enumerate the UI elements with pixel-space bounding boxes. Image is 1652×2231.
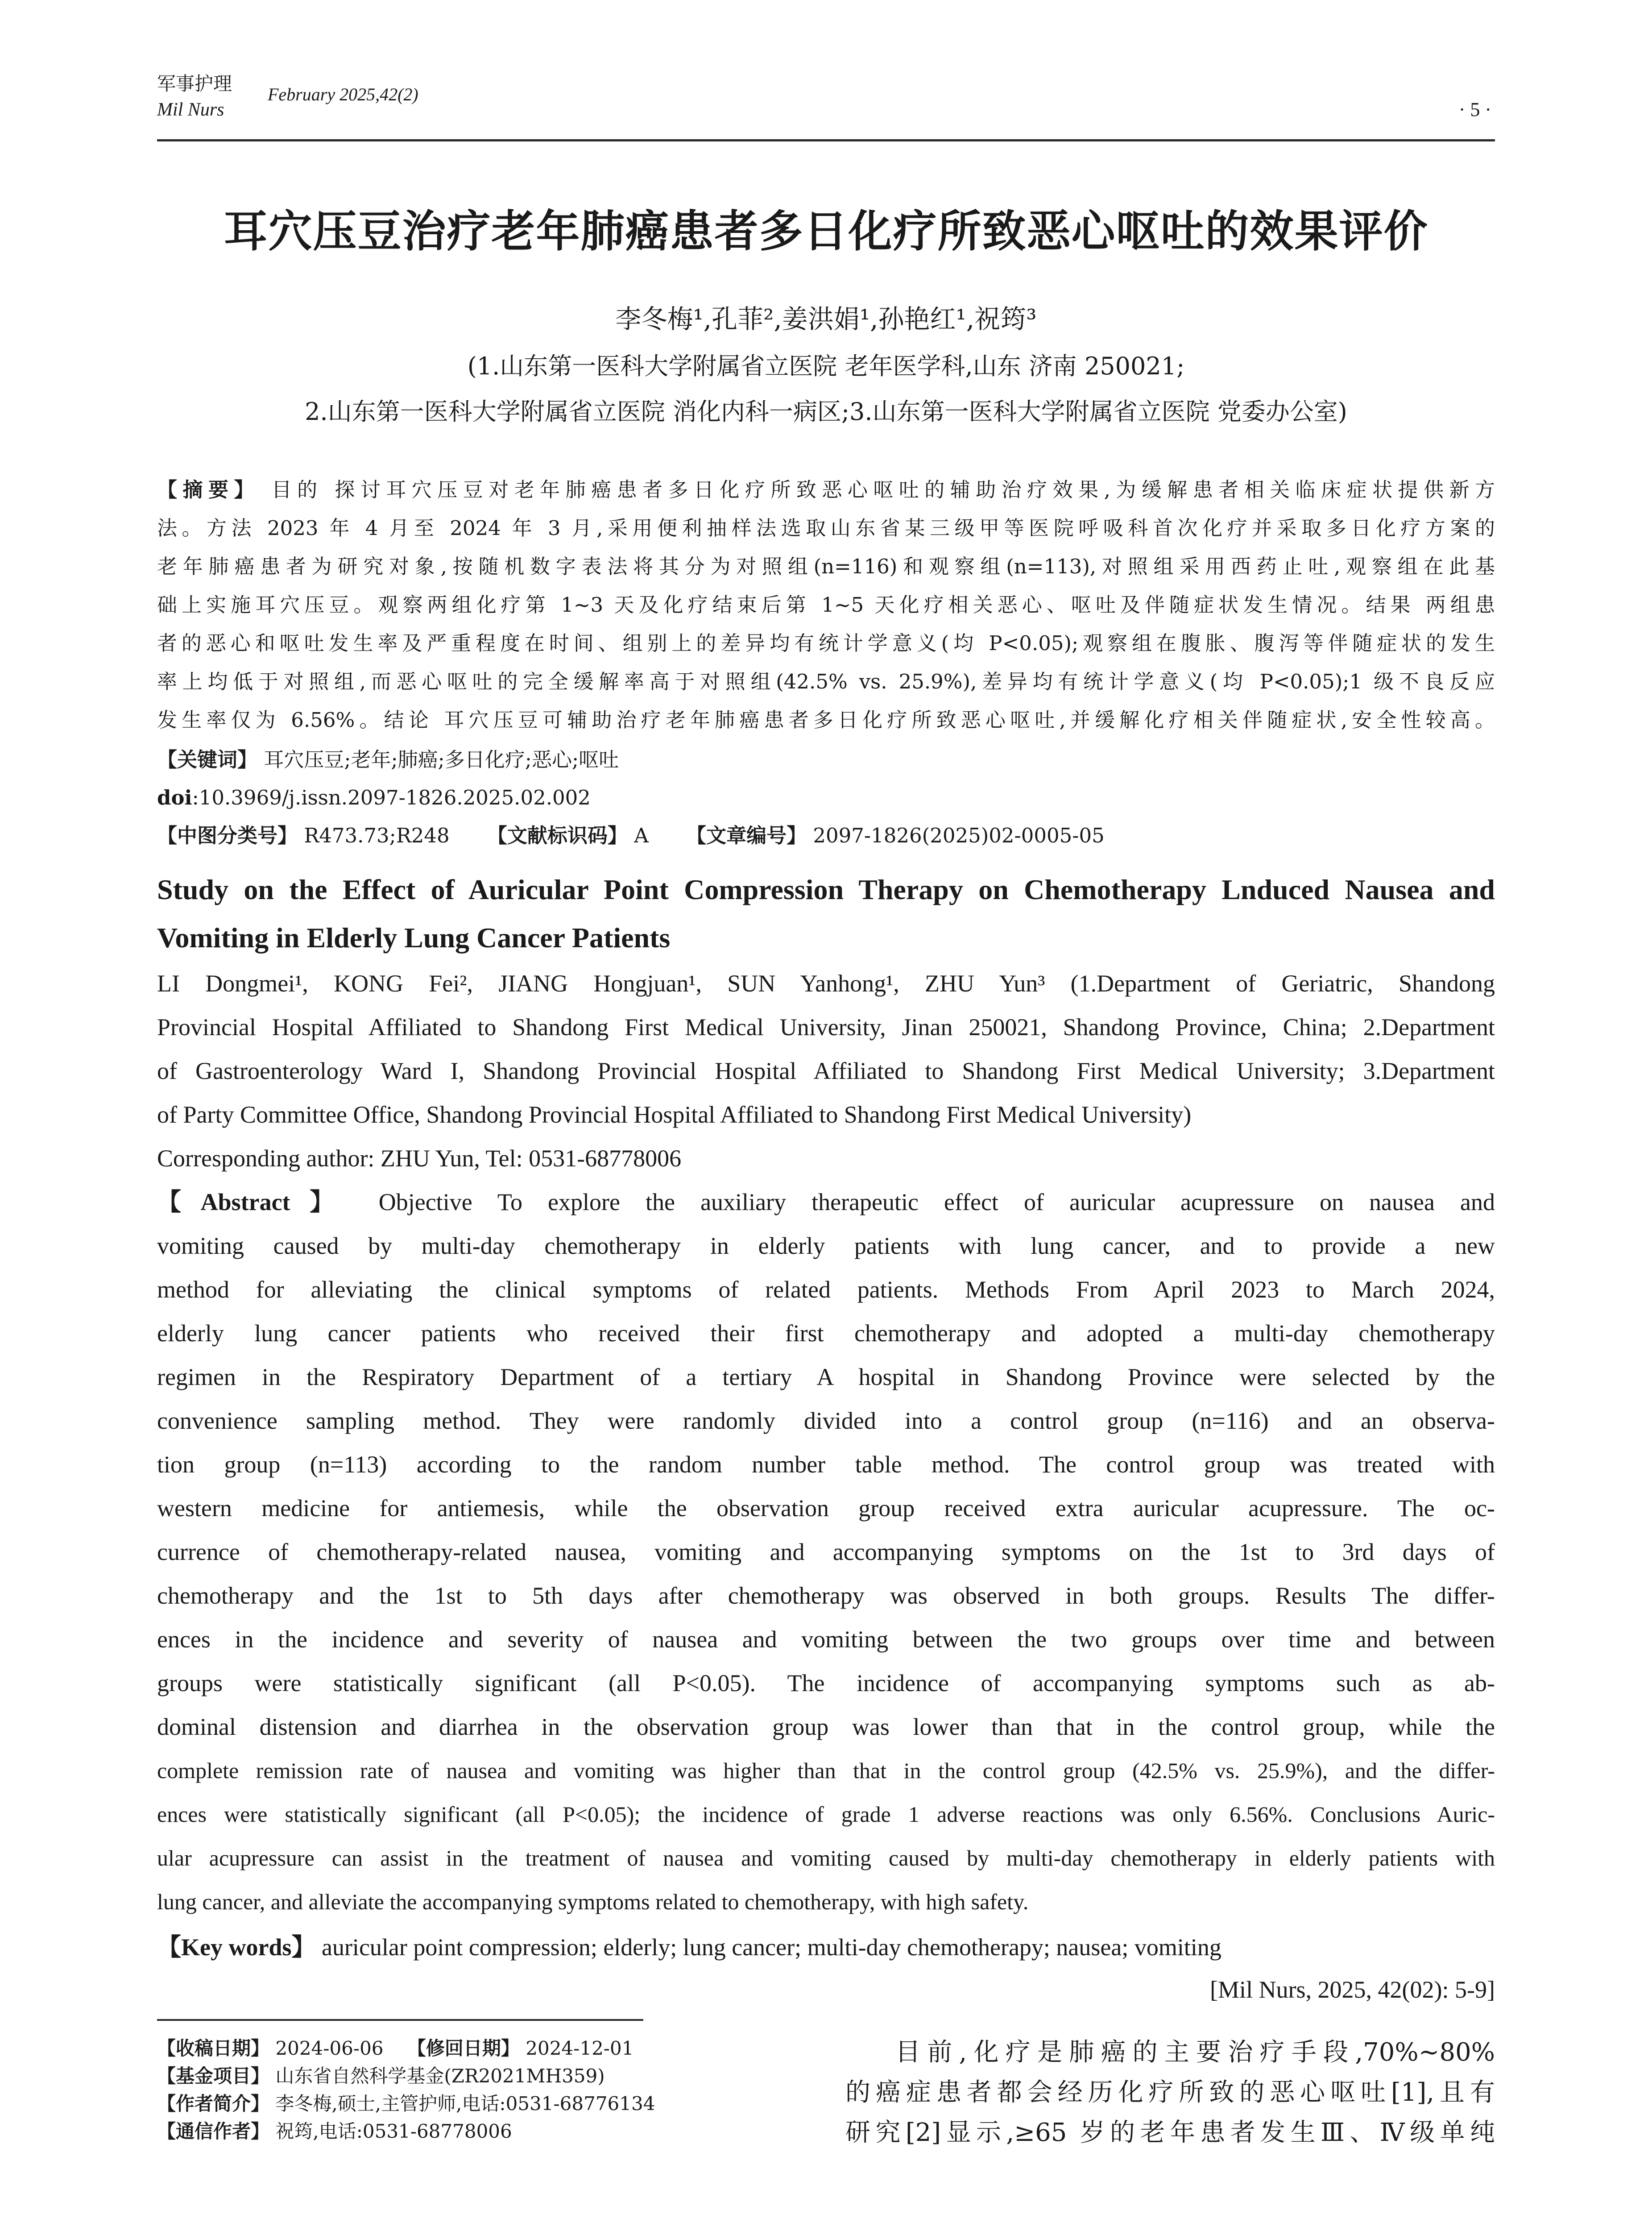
- doc-code-value: A: [634, 824, 649, 847]
- corresponding-author: Corresponding author: ZHU Yun, Tel: 0531-68778006: [157, 1145, 682, 1172]
- body-line: 的癌症患者都会经历化疗所致的恶心呕吐[1],且有: [845, 2078, 1495, 2107]
- en-authors-line: of Party Committee Office, Shandong Provincial Hospital Affiliated to Shandong First Medical University): [157, 1101, 1192, 1128]
- cn-abstract-line: 础上实施耳穴压豆。观察两组化疗第 1~3 天及化疗结束后第 1~5 天化疗相关恶心、呕吐及伴随症状发生情况。结果 两组患: [157, 593, 1495, 617]
- en-abstract-line: complete remission rate of nausea and vomiting was higher than that in the control group (42.5% vs. 25.9%), and the differ-: [157, 1758, 1495, 1783]
- corresponding-label: 【通信作者】: [157, 2120, 270, 2142]
- en-abstract-line: dominal distension and diarrhea in the observation group was lower than that in the control group, while the: [157, 1713, 1495, 1740]
- en-abstract-line: western medicine for antiemesis, while the observation group received extra auricular acupressure. The oc-: [157, 1495, 1495, 1522]
- cn-abstract-line: 发生率仅为 6.56%。结论 耳穴压豆可辅助治疗老年肺癌患者多日化疗所致恶心呕吐,并缓解化疗相关伴随症状,安全性较高。: [157, 708, 1495, 732]
- en-abstract-line: vomiting caused by multi-day chemotherapy in elderly patients with lung cancer, and to provide a new: [157, 1232, 1495, 1259]
- author-bio-text: 李冬梅,硕士,主管护师,电话:0531-68776134: [275, 2093, 655, 2115]
- affiliation-line-1: (1.山东第一医科大学附属省立医院 老年医学科,山东 济南 250021;: [467, 352, 1185, 380]
- body-line: 研究[2]显示,≥65 岁的老年患者发生Ⅲ、Ⅳ级单纯: [845, 2118, 1495, 2147]
- clc-value: R473.73;R248: [304, 824, 450, 847]
- en-abstract-line: currence of chemotherapy-related nausea, vomiting and accompanying symptoms on the 1st to 3rd days of: [157, 1538, 1495, 1565]
- en-title-line: Study on the Effect of Auricular Point Compression Therapy on Chemotherapy Lnduced Nausea and: [157, 874, 1495, 905]
- funding-text: 山东省自然科学基金(ZR2021MH359): [275, 2065, 605, 2087]
- cn-abstract-label: 【摘要】: [157, 478, 260, 502]
- en-abstract-line: chemotherapy and the 1st to 5th days after chemotherapy was observed in both groups. Results The differ-: [157, 1582, 1495, 1609]
- doi-label: doi: [157, 786, 192, 809]
- en-authors-line: Provincial Hospital Affiliated to Shandong First Medical University, Jinan 250021, Shandong Province, China; 2.Department: [157, 1014, 1495, 1041]
- revised-date-label: 【修回日期】: [407, 2037, 520, 2059]
- en-abstract-text: Objective To explore the auxiliary therapeutic effect of auricular acupressure on nausea and: [378, 1189, 1495, 1215]
- en-abstract-line: elderly lung cancer patients who received their first chemotherapy and adopted a multi-day chemotherapy: [157, 1320, 1495, 1347]
- en-abstract-line: regimen in the Respiratory Department of a tertiary A hospital in Shandong Province were selected by the: [157, 1364, 1495, 1390]
- corresponding-text: 祝筠,电话:0531-68778006: [275, 2120, 512, 2142]
- en-keywords-label: 【Key words】: [157, 1934, 316, 1961]
- cn-keywords-label: 【关键词】: [157, 748, 258, 771]
- en-abstract-line: [157, 1180, 1495, 1224]
- header-rule: [157, 139, 1495, 141]
- doc-code-label: 【文献标识码】: [487, 824, 628, 847]
- footnote-rule: [157, 2019, 643, 2021]
- footnote-dates: [157, 2035, 655, 2062]
- received-date: 2024-06-06: [275, 2037, 384, 2059]
- clc-label: 【中图分类号】: [157, 824, 298, 847]
- en-abstract-line: convenience sampling method. They were randomly divided into a control group (n=116) and an observa-: [157, 1407, 1495, 1434]
- cn-abstract-line: 率上均低于对照组,而恶心呕吐的完全缓解率高于对照组(42.5% vs. 25.9%),差异均有统计学意义(均 P<0.05);1 级不良反应: [157, 670, 1495, 693]
- classification: [157, 817, 1105, 855]
- journal-name-cn: 军事护理: [157, 73, 232, 95]
- en-abstract-line: groups were statistically significant (all P<0.05). The incidence of accompanying symptoms such as ab-: [157, 1670, 1495, 1696]
- cn-abstract: [157, 471, 1495, 739]
- en-abstract-label: 【Abstract】: [157, 1189, 353, 1215]
- funding-label: 【基金项目】: [157, 2065, 270, 2087]
- footnotes: [157, 2035, 655, 2145]
- en-authors: [157, 962, 1495, 1180]
- revised-date: 2024-12-01: [526, 2037, 634, 2059]
- en-abstract-line: ular acupressure can assist in the treatment of nausea and vomiting caused by multi-day chemotherapy in elderly patients with: [157, 1845, 1495, 1870]
- en-abstract-line: ences were statistically significant (all P<0.05); the incidence of grade 1 adverse reactions was only 6.56%. Conclusions Auric-: [157, 1802, 1495, 1827]
- body-text: [845, 2032, 1495, 2153]
- en-abstract-line: lung cancer, and alleviate the accompanying symptoms related to chemotherapy, with high safety.: [157, 1889, 1029, 1914]
- cn-abstract-line: [157, 471, 1495, 509]
- cn-keywords-text: 耳穴压豆;老年;肺癌;多日化疗;恶心;呕吐: [264, 748, 619, 771]
- en-title-line: Vomiting in Elderly Lung Cancer Patients: [157, 922, 671, 954]
- article-number-label: 【文章编号】: [686, 824, 807, 847]
- en-abstract-line: tion group (n=113) according to the random number table method. The control group was treated with: [157, 1451, 1495, 1478]
- en-keywords-text: auricular point compression; elderly; lung cancer; multi-day chemotherapy; nausea; vomiting: [321, 1934, 1221, 1961]
- en-authors-line: LI Dongmei¹, KONG Fei², JIANG Hongjuan¹, SUN Yanhong¹, ZHU Yun³ (1.Department of Geriatric, Shandong: [157, 970, 1495, 997]
- en-abstract-line: method for alleviating the clinical symptoms of related patients. Methods From April 2023 to March 2024,: [157, 1276, 1495, 1303]
- en-abstract-line: ences in the incidence and severity of nausea and vomiting between the two groups over time and between: [157, 1626, 1495, 1653]
- journal-name-en: Mil Nurs: [157, 100, 224, 120]
- cn-abstract-line: 者的恶心和呕吐发生率及严重程度在时间、组别上的差异均有统计学意义(均 P<0.05);观察组在腹胀、腹泻等伴随症状的发生: [157, 631, 1495, 655]
- en-abstract: [157, 1180, 1495, 1924]
- footnote-funding: [157, 2062, 655, 2090]
- doi-text: :10.3969/j.issn.2097-1826.2025.02.002: [192, 786, 591, 809]
- author-bio-label: 【作者简介】: [157, 2093, 270, 2115]
- affiliation-line-2: 2.山东第一医科大学附属省立医院 消化内科一病区;3.山东第一医科大学附属省立医院 党委办公室): [305, 398, 1347, 426]
- article-number-value: 2097-1826(2025)02-0005-05: [813, 824, 1105, 847]
- citation: [Mil Nurs, 2025, 42(02): 5-9]: [1210, 1976, 1495, 2003]
- en-authors-line: of Gastroenterology Ward I, Shandong Provincial Hospital Affiliated to Shandong First Medical University; 3.Department: [157, 1057, 1495, 1084]
- cn-abstract-line: 法。方法 2023 年 4 月至 2024 年 3 月,采用便利抽样法选取山东省某三级甲等医院呼吸科首次化疗并采取多日化疗方案的: [157, 516, 1495, 540]
- received-date-label: 【收稿日期】: [157, 2037, 270, 2059]
- cn-abstract-text: 目的 探讨耳穴压豆对老年肺癌患者多日化疗所致恶心呕吐的辅助治疗效果,为缓解患者相关临床症状提供新方: [271, 478, 1495, 502]
- authors: 李冬梅¹,孔菲²,姜洪娟¹,孙艳红¹,祝筠³: [615, 304, 1037, 334]
- footnote-corresponding: [157, 2118, 655, 2145]
- en-keywords: [157, 1925, 1495, 1969]
- body-line: 目前,化疗是肺癌的主要治疗手段,70%~80%: [895, 2038, 1495, 2067]
- en-title: [157, 866, 1495, 962]
- article-title: 耳穴压豆治疗老年肺癌患者多日化疗所致恶心呕吐的效果评价: [224, 206, 1428, 257]
- footnote-author-bio: [157, 2090, 655, 2118]
- page-number: · 5 ·: [1458, 99, 1491, 120]
- doi: [157, 779, 591, 817]
- issue-info: February 2025,42(2): [268, 84, 418, 104]
- cn-abstract-line: 老年肺癌患者为研究对象,按随机数字表法将其分为对照组(n=116)和观察组(n=113),对照组采用西药止吐,观察组在此基: [157, 555, 1495, 578]
- cn-keywords: [157, 741, 1495, 779]
